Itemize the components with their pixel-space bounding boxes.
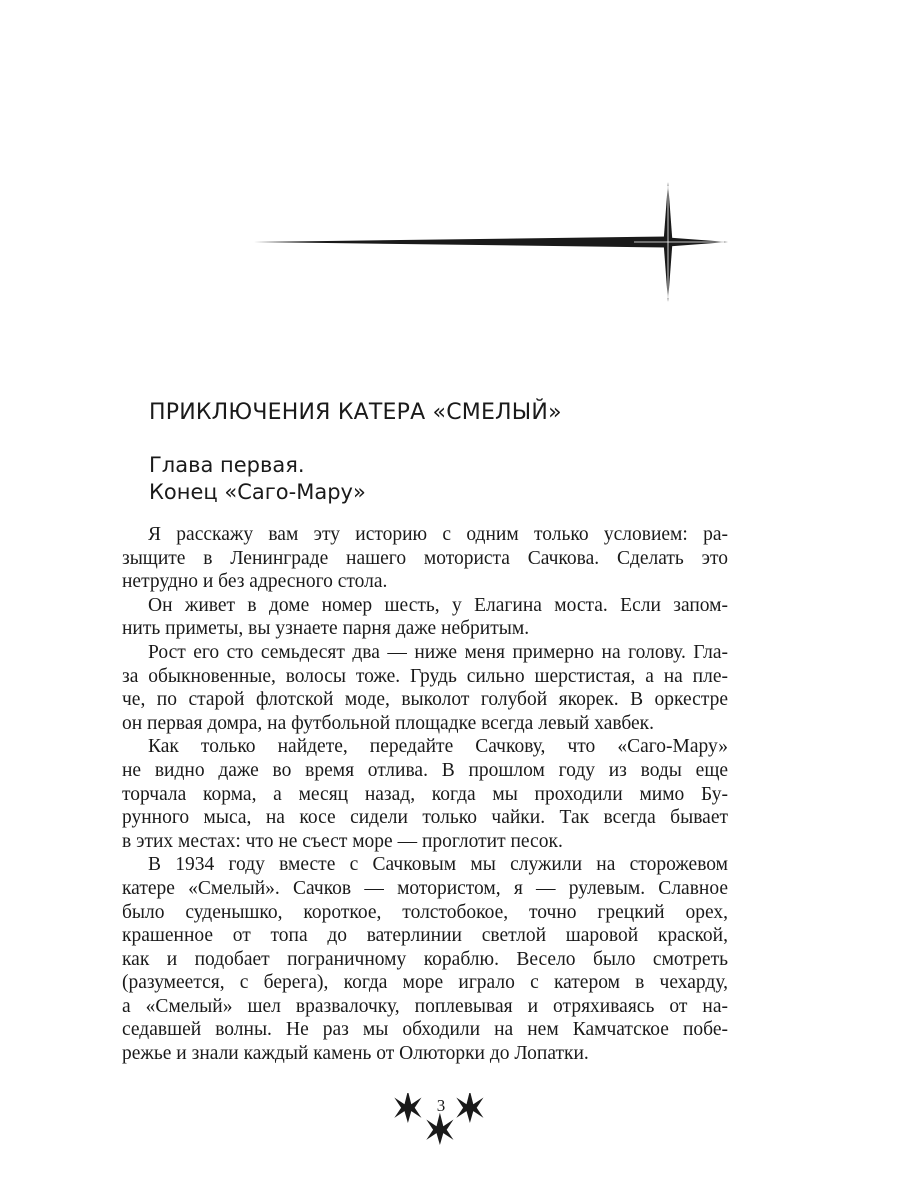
text-line: нетрудно и без адресного стола. xyxy=(122,571,388,593)
text-line: катере «Смелый». Сачков — мотористом, я — рулевым. Славное xyxy=(122,877,728,899)
text-line: зыщите в Ленинграде нашего моториста Сачкова. Сделать это xyxy=(122,547,728,569)
text-line: рунного мыса, на косе сидели только чайки. Так всегда бывает xyxy=(122,807,728,829)
compass-star-ornament xyxy=(250,176,740,306)
chapter-title: Конец «Саго-Мару» xyxy=(149,480,366,504)
text-line: Я расскажу вам эту историю с одним только условием: ра- xyxy=(148,524,728,545)
text-line: не видно даже во время отлива. В прошлом году из воды еще xyxy=(122,759,728,781)
text-line: за обыкновенные, волосы тоже. Грудь сильно шерстистая, а на пле- xyxy=(122,665,728,687)
text-line: Рост его сто семьдесят два — ниже меня примерно на голову. Гла- xyxy=(148,641,728,663)
text-line: В 1934 году вместе с Сачковым мы служили на сторожевом xyxy=(148,854,728,876)
text-line: че, по старой флотской моде, выколот голубой якорек. В оркестре xyxy=(122,689,728,711)
body-text xyxy=(122,523,728,1066)
story-title: ПРИКЛЮЧЕНИЯ КАТЕРА «СМЕЛЫЙ» xyxy=(149,400,562,425)
text-line: (разумеется, с берега), когда море играло с катером в чехарду, xyxy=(122,972,728,994)
text-line: торчала корма, а месяц назад, когда мы проходили мимо Бу- xyxy=(122,783,728,805)
text-line: режье и знали каждый камень от Олюторки до Лопатки. xyxy=(122,1043,589,1065)
text-line: седавшей волны. Не раз мы обходили на нем Камчатское побе- xyxy=(122,1019,728,1041)
text-line: Как только найдете, передайте Сачкову, что «Саго-Мару» xyxy=(148,736,728,758)
star-icon xyxy=(456,1093,483,1123)
text-line: в этих местах: что не съест море — проглотит песок. xyxy=(122,830,563,852)
text-line: как и подобает пограничному кораблю. Весело было смотреть xyxy=(122,948,728,970)
ornament-ray-left xyxy=(252,237,668,248)
chapter-number: Глава первая. xyxy=(149,453,305,477)
page-number: 3 xyxy=(436,1096,446,1115)
text-line: а «Смелый» шел вразвалочку, поплевывая и отряхиваясь от на- xyxy=(122,995,728,1017)
star-icon xyxy=(394,1093,421,1123)
text-line: он первая домра, на футбольной площадке всегда левый хавбек. xyxy=(122,712,654,734)
text-line: было суденышко, короткое, толстобокое, точно грецкий орех, xyxy=(122,901,728,923)
text-line: нить приметы, вы узнаете парня даже небритым. xyxy=(122,618,530,640)
text-line: крашенное от топа до ватерлинии светлой шаровой краской, xyxy=(122,925,728,947)
text-line: Он живет в доме номер шесть, у Елагина моста. Если запом- xyxy=(148,594,728,616)
chapter-heading xyxy=(149,452,789,506)
star-icon xyxy=(426,1113,453,1145)
